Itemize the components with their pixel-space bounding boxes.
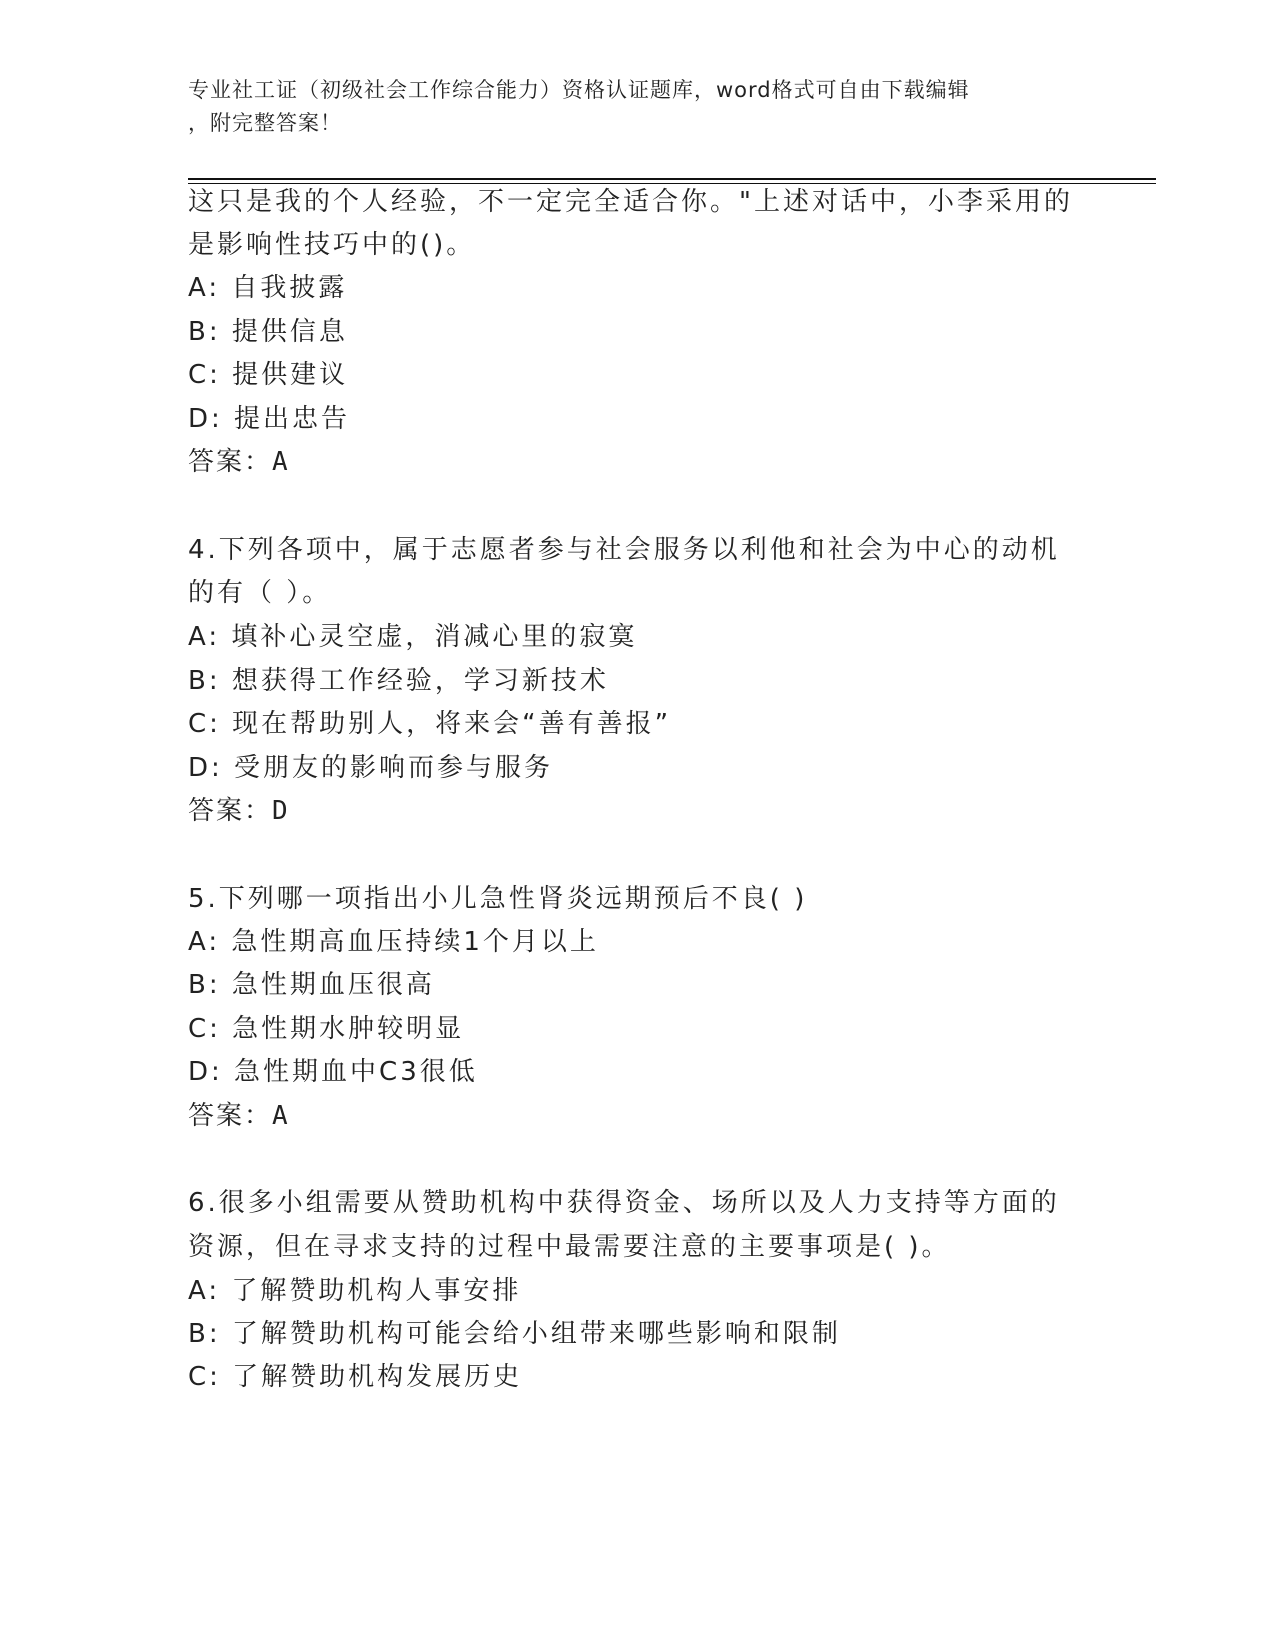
question-stem-line: 6.很多小组需要从赞助机构中获得资金、场所以及人力支持等方面的 (188, 1188, 1060, 1218)
answer-line (188, 791, 290, 831)
option-b: B: 想获得工作经验，学习新技术 (188, 666, 609, 696)
question-stem-line: 4.下列各项中，属于志愿者参与社会服务以利他和社会为中心的动机 (188, 535, 1060, 565)
option-c: C: 了解赞助机构发展历史 (188, 1362, 523, 1392)
option-d: D: 急性期血中C3很低 (188, 1057, 478, 1087)
answer-label: 答案： (188, 796, 273, 826)
answer-value: D (272, 796, 290, 826)
answer-value: A (272, 447, 290, 477)
header-text-line-1: 专业社工证（初级社会工作综合能力）资格认证题库，word格式可自由下载编辑 (188, 78, 970, 102)
question-stem-line: 5.下列哪一项指出小儿急性肾炎远期预后不良( ) (188, 884, 808, 914)
option-a: A: 填补心灵空虚，消减心里的寂寞 (188, 622, 638, 652)
answer-value: A (272, 1101, 290, 1131)
option-b: B: 急性期血压很高 (188, 970, 435, 1000)
option-a: A: 急性期高血压持续1个月以上 (188, 927, 599, 957)
question-stem-line: 这只是我的个人经验，不一定完全适合你。"上述对话中，小李采用的 (188, 187, 1073, 217)
header-text-line-2: ，附完整答案！ (188, 111, 342, 135)
option-a: A: 了解赞助机构人事安排 (188, 1276, 522, 1306)
option-d: D: 提出忠告 (188, 404, 351, 434)
answer-line (188, 442, 290, 482)
question-stem-line: 的有（ ）。 (188, 578, 332, 608)
question-stem-line: 资源，但在寻求支持的过程中最需要注意的主要事项是( )。 (188, 1232, 951, 1262)
option-c: C: 急性期水肿较明显 (188, 1014, 465, 1044)
question-stem-line: 是影响性技巧中的()。 (188, 230, 476, 260)
answer-line (188, 1096, 290, 1136)
header-divider-thick (188, 178, 1156, 180)
option-b: B: 提供信息 (188, 317, 348, 347)
answer-label: 答案： (188, 447, 273, 477)
answer-label: 答案： (188, 1101, 273, 1131)
option-d: D: 受朋友的影响而参与服务 (188, 753, 554, 783)
option-b: B: 了解赞助机构可能会给小组带来哪些影响和限制 (188, 1319, 841, 1349)
option-a: A: 自我披露 (188, 273, 348, 303)
option-c: C: 现在帮助别人，将来会“善有善报” (188, 709, 672, 739)
option-c: C: 提供建议 (188, 360, 349, 390)
